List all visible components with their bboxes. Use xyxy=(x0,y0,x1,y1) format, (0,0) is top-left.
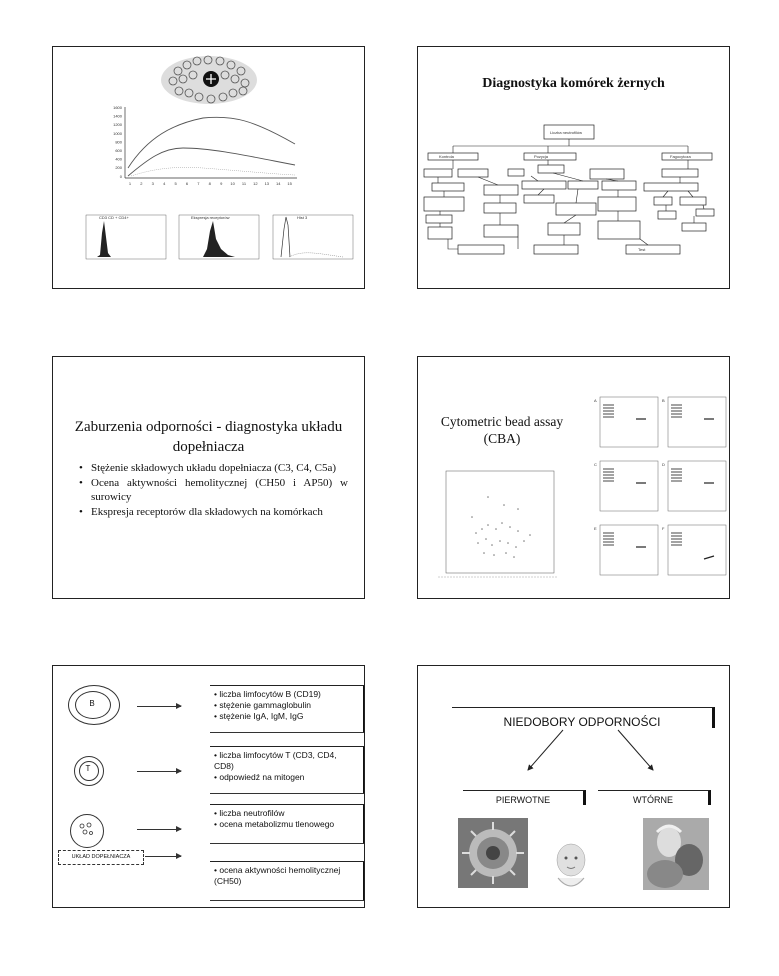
box-t-cells: • liczba limfocytów T (CD3, CD4, CD8) • odpowiedź na mitogen xyxy=(210,746,365,794)
slide-3-title: Zaburzenia odporności - diagnostyka układu dopełniacza xyxy=(74,419,343,455)
flow-label-right: Fagocytoza xyxy=(670,154,691,159)
x-tick-label: 11 xyxy=(241,181,247,186)
cba-panel xyxy=(662,461,726,511)
y-tick-label: 1600 xyxy=(113,105,122,110)
x-tick-label: 5 xyxy=(174,181,177,186)
cba-panel-label: D xyxy=(662,462,665,467)
y-tick-label: 800 xyxy=(115,139,122,145)
cba-panel-label: A xyxy=(594,398,597,403)
cba-panel xyxy=(662,525,726,575)
y-tick-label: 600 xyxy=(115,148,122,153)
hist-label-1: CD3 CD + CD4+ xyxy=(99,215,129,220)
slide-6 xyxy=(417,665,730,908)
x-tick-label: 6 xyxy=(185,181,189,186)
y-tick-label: 1200 xyxy=(113,122,122,128)
box-neutrophils: • liczba neutrofilów • ocena metabolizmu tlenowego xyxy=(210,804,365,844)
cba-panel-label: E xyxy=(594,526,597,531)
hist-label-2: Ekspresja receptorów xyxy=(191,215,230,220)
x-tick-label: 13 xyxy=(264,181,270,186)
cells-image xyxy=(161,56,257,104)
category-primary: PIERWOTNE xyxy=(463,790,586,805)
x-tick-label: 1 xyxy=(128,181,132,186)
slide-6-title: NIEDOBORY ODPORNOŚCI xyxy=(452,707,715,728)
slide-3 xyxy=(52,356,365,599)
y-tick-label: 400 xyxy=(115,156,122,162)
category-secondary: WTÓRNE xyxy=(598,790,711,805)
slide-3-bullets xyxy=(77,461,348,520)
cba-panels xyxy=(594,397,726,575)
flow-label-mid: Pozycja xyxy=(534,154,549,159)
cell-b-label: B xyxy=(89,699,95,708)
baby-photo xyxy=(546,836,596,896)
box-b-cells: • liczba limfocytów B (CD19) • stężenie gammaglobulin • stężenie IgA, IgM, IgG xyxy=(210,685,365,733)
x-tick-label: 9 xyxy=(220,181,223,186)
slide-4 xyxy=(417,356,730,599)
x-tick-label: 8 xyxy=(208,181,211,186)
arrow-neutrophil xyxy=(137,829,181,830)
flowchart xyxy=(418,47,729,288)
x-tick-label: 12 xyxy=(253,181,258,186)
cba-panel xyxy=(662,397,726,447)
cba-panel-label: B xyxy=(662,398,665,403)
arrow-complement xyxy=(145,856,181,857)
line-chart xyxy=(113,105,297,186)
x-tick-label: 4 xyxy=(163,181,166,186)
complement-box: UKŁAD DOPEŁNIACZA xyxy=(58,850,144,865)
x-tick-label: 15 xyxy=(287,181,292,186)
y-tick-label: 1000 xyxy=(113,130,122,136)
arrow-b xyxy=(137,706,181,707)
box-complement: • ocena aktywności hemolitycznej (CH50) xyxy=(210,861,365,901)
flow-bottom-label: Test xyxy=(638,247,646,252)
x-tick-label: 10 xyxy=(230,181,235,186)
x-tick-label: 3 xyxy=(151,181,154,186)
x-tick-label: 7 xyxy=(197,181,200,186)
y-tick-label: 1400 xyxy=(113,113,122,119)
x-tick-label: 2 xyxy=(140,181,143,186)
flow-root-label: Liczba neutrofilów xyxy=(550,130,583,135)
x-tick-label: 14 xyxy=(275,181,281,186)
cba-panel xyxy=(594,397,658,447)
bullet-2: • Ocena aktywności hemolitycznej (CH50 i AP50) w surowicy xyxy=(77,476,348,504)
bullet-1: • Stężenie składowych układu dopełniacza (C3, C4, C5a) xyxy=(77,461,348,475)
slide-1-graphics xyxy=(53,47,364,288)
cba-panel xyxy=(594,461,658,511)
cba-panel-label: C xyxy=(594,462,597,467)
slide-1 xyxy=(52,46,365,289)
slide-5 xyxy=(52,665,365,908)
cba-figures xyxy=(418,357,729,598)
slide-2 xyxy=(417,46,730,289)
cell-t-label: T xyxy=(85,764,91,773)
scatter-plot xyxy=(438,471,558,577)
arrow-t xyxy=(137,771,181,772)
y-tick-label: 0 xyxy=(119,173,122,179)
bullet-3: • Ekspresja receptorów dla składowych na komórkach xyxy=(77,505,348,519)
histograms xyxy=(86,215,353,259)
neutrophil-icon xyxy=(70,814,102,846)
cba-panel xyxy=(594,525,658,575)
virus-photo xyxy=(458,818,528,888)
slide-4-title: Cytometric bead assay (CBA) xyxy=(440,414,564,446)
flow-label-left: Kontrola xyxy=(439,154,454,159)
slide-2-title: Diagnostyka komórek żernych xyxy=(482,76,665,91)
hist-label-3: Hist 3 xyxy=(297,215,308,220)
y-tick-label: 200 xyxy=(115,165,122,171)
cba-panel-label: F xyxy=(662,526,665,531)
elderly-photo xyxy=(643,818,709,890)
